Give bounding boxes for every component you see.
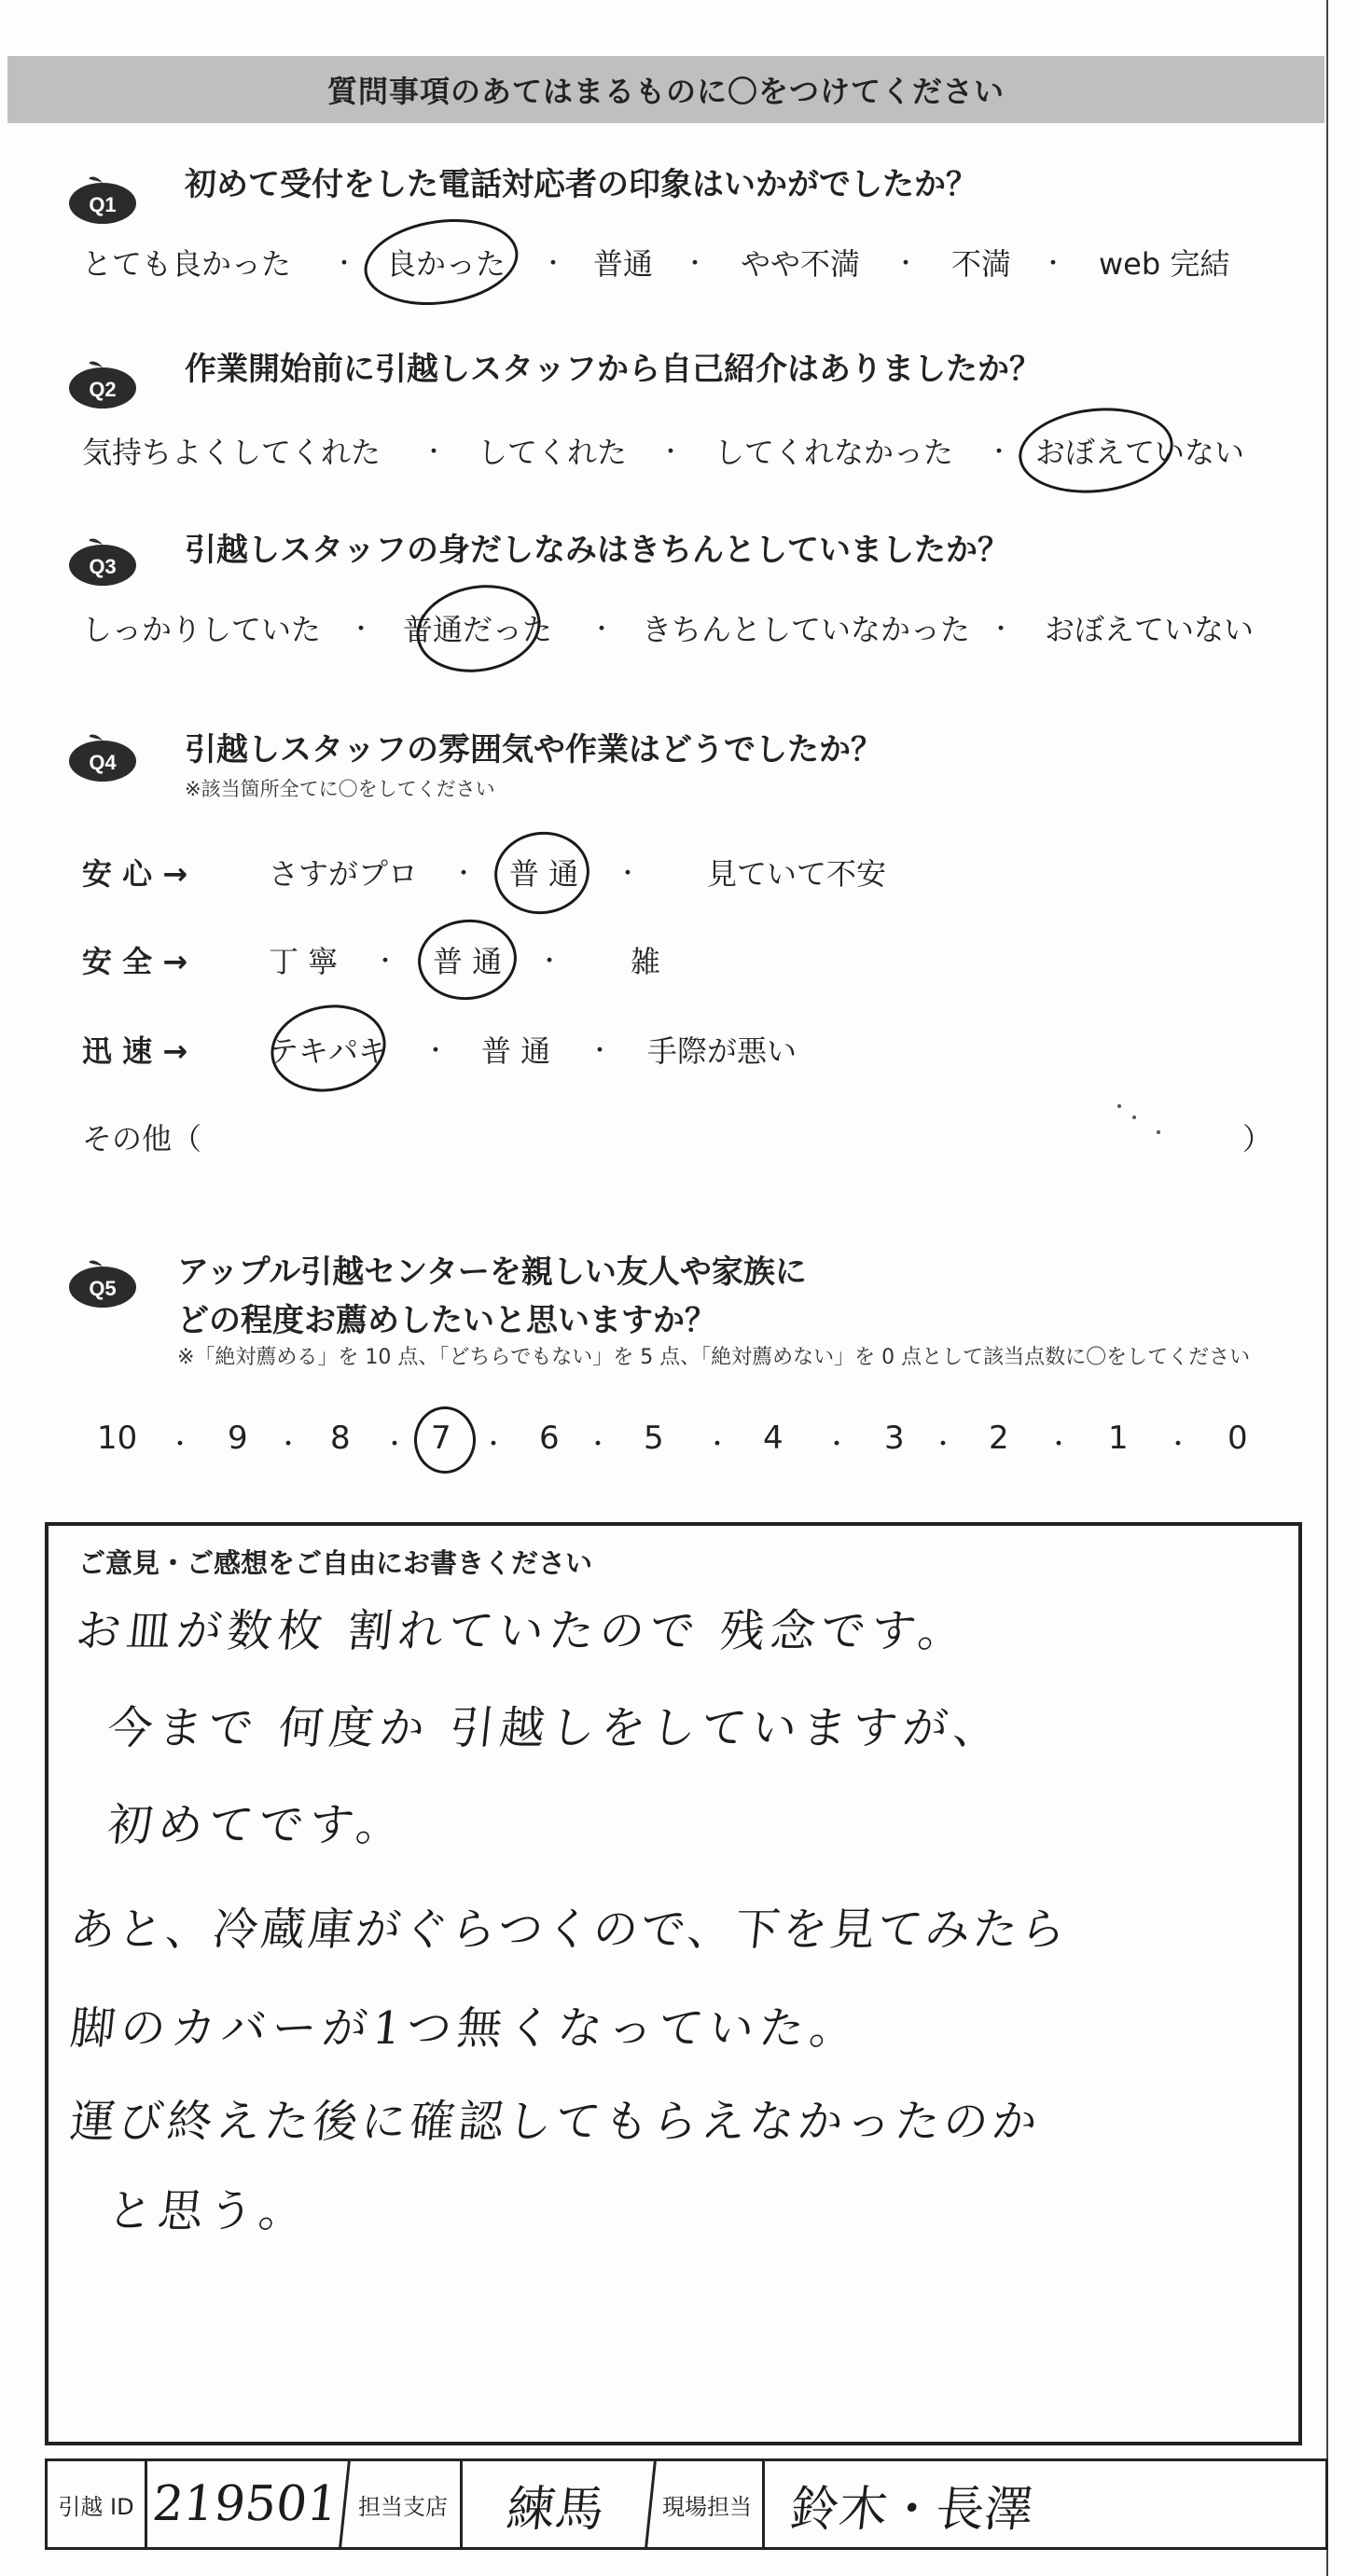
q4-row-label-jinsoku: 迅 速 →	[82, 1033, 188, 1069]
q4-option[interactable]: 手際が悪い	[647, 1033, 797, 1069]
comment-line: 今まで 何度か 引越しをしていますが、	[104, 1702, 1007, 1754]
q5-score[interactable]: 2	[989, 1420, 1009, 1457]
q5-score[interactable]: 3	[884, 1420, 905, 1457]
q2-options: 気持ちよくしてくれた ・ してくれた ・ してくれなかった ・ おぼえていない	[0, 429, 1324, 470]
apple-badge-icon	[67, 1255, 138, 1309]
comment-line: お皿が数枚 割れていたので 残念です。	[73, 1605, 972, 1657]
q4-row-jinsoku: テキパキ ・ 普 通 ・ 手際が悪い	[0, 1028, 1324, 1069]
q4-option-selected[interactable]: テキパキ	[269, 1033, 389, 1069]
q4-other-close: ）	[1242, 1121, 1273, 1156]
q4-row-label-anzen: 安 全 →	[82, 944, 188, 979]
instruction-header: 質問事項のあてはまるものに〇をつけてください	[7, 56, 1324, 123]
q5-score[interactable]: 10	[97, 1420, 138, 1457]
q4-option[interactable]: さすがプロ	[269, 856, 419, 892]
q2-option[interactable]: してくれた	[478, 435, 628, 470]
q4-option[interactable]: 見ていて不安	[707, 856, 887, 892]
q1-option[interactable]: 不満	[951, 246, 1012, 282]
q1-option[interactable]: 普通	[593, 246, 654, 282]
q5-score[interactable]: 6	[539, 1420, 560, 1457]
q4-row-anshin: さすがプロ ・ 普 通 ・ 見ていて不安	[0, 851, 1324, 892]
branch-value[interactable]: 練馬	[458, 2461, 657, 2547]
q3-options: しっかりしていた ・ 普通だった ・ きちんとしていなかった ・ おぼえていない	[0, 606, 1324, 647]
apple-badge-icon	[67, 533, 138, 588]
q4-option[interactable]: 普 通	[481, 1033, 551, 1069]
ink-speck	[1117, 1104, 1121, 1108]
q3-option[interactable]: おぼえていない	[1045, 612, 1255, 647]
q4-note: ※該当箇所全てに〇をしてください	[185, 778, 495, 800]
q5-score[interactable]: 5	[644, 1420, 664, 1457]
q1-options: とても良かった ・ 良かった ・ 普通 ・ やや不満 ・ 不満 ・ web 完結	[0, 241, 1324, 282]
q1-option-selected[interactable]: 良かった	[386, 246, 506, 282]
q1-option[interactable]: とても良かった	[82, 246, 292, 282]
apple-badge-icon	[67, 172, 138, 226]
q4-row-label-anshin: 安 心 →	[82, 856, 188, 892]
q4-option-selected[interactable]: 普 通	[509, 856, 579, 892]
apple-badge-icon	[67, 729, 138, 783]
footer-table	[45, 2458, 1328, 2550]
q5-question-line1: アップル引越センターを親しい友人や家族に	[177, 1253, 807, 1291]
q3-option[interactable]: しっかりしていた	[82, 612, 322, 647]
q4-other-label: その他（	[82, 1121, 202, 1156]
q4-row-anzen: 丁 寧 ・ 普 通 ・ 雑	[0, 938, 1324, 979]
q5-question-line2: どの程度お薦めしたいと思いますか？	[177, 1302, 716, 1339]
staff-value[interactable]: 鈴木・長澤	[787, 2481, 1036, 2538]
comment-line: あと、冷蔵庫がぐらつくので、下を見てみたら	[67, 1904, 1072, 1956]
branch-label: 担当支店	[346, 2461, 463, 2547]
q1-question: 初めて受付をした電話対応者の印象はいかがでしたか？	[185, 166, 978, 203]
q4-badge-label: Q4	[89, 751, 117, 774]
q5-score[interactable]: 9	[228, 1420, 248, 1457]
q4-option-selected[interactable]: 普 通	[433, 944, 503, 979]
apple-badge-icon	[67, 356, 138, 410]
comment-title: ご意見・ご感想をご自由にお書きください	[78, 1547, 593, 1579]
q5-score[interactable]: 4	[763, 1420, 784, 1457]
q1-option[interactable]: やや不満	[741, 246, 861, 282]
q5-score[interactable]: 0	[1227, 1420, 1248, 1457]
q5-score[interactable]: 1	[1108, 1420, 1129, 1457]
q2-question: 作業開始前に引越しスタッフから自己紹介はありましたか？	[185, 351, 1041, 388]
q2-badge-label: Q2	[89, 378, 117, 401]
ink-speck	[1132, 1115, 1136, 1119]
q4-option[interactable]: 丁 寧	[269, 944, 339, 979]
comment-line: と思う。	[104, 2185, 312, 2237]
q5-scale: 10 ・ 9 ・ 8 ・ 7 ・ 6 ・ 5 ・ 4 ・ 3 ・ 2 ・ 1 ・ 0	[97, 1420, 1248, 1459]
q3-option[interactable]: きちんとしていなかった	[642, 612, 971, 647]
q5-score-selected[interactable]: 7	[431, 1420, 451, 1457]
q2-option[interactable]: 気持ちよくしてくれた	[82, 435, 381, 470]
comment-line: 脚のカバーが1つ無くなっていた。	[67, 2002, 864, 2055]
q5-badge-label: Q5	[89, 1277, 117, 1300]
q4-option[interactable]: 雑	[631, 944, 661, 979]
comment-line: 運び終えた後に確認してもらえなかったのか	[67, 2096, 1044, 2148]
q3-question: 引越しスタッフの身だしなみはきちんとしていましたか？	[185, 532, 1009, 569]
q1-badge-label: Q1	[89, 193, 117, 216]
q2-option-selected[interactable]: おぼえていない	[1035, 435, 1245, 470]
q3-badge-label: Q3	[89, 555, 117, 578]
q5-score[interactable]: 8	[330, 1420, 351, 1457]
ink-speck	[1157, 1130, 1160, 1134]
q2-option[interactable]: してくれなかった	[714, 435, 954, 470]
q5-note: ※「絶対薦める」を 10 点、「どちらでもない」を 5 点、「絶対薦めない」を 0 点として該当点数に〇をしてください	[177, 1346, 1251, 1369]
page-edge-line	[1326, 0, 1328, 2576]
q1-option[interactable]: web 完結	[1099, 246, 1230, 282]
q3-option-selected[interactable]: 普通だった	[403, 612, 553, 647]
move-id-value[interactable]: 219501	[143, 2461, 351, 2547]
q4-question: 引越しスタッフの雰囲気や作業はどうでしたか？	[185, 731, 882, 769]
comment-box[interactable]	[45, 1522, 1302, 2445]
comment-line: 初めてです。	[104, 1799, 409, 1851]
move-id-label: 引越 ID	[48, 2461, 147, 2547]
staff-label: 現場担当	[652, 2461, 765, 2547]
